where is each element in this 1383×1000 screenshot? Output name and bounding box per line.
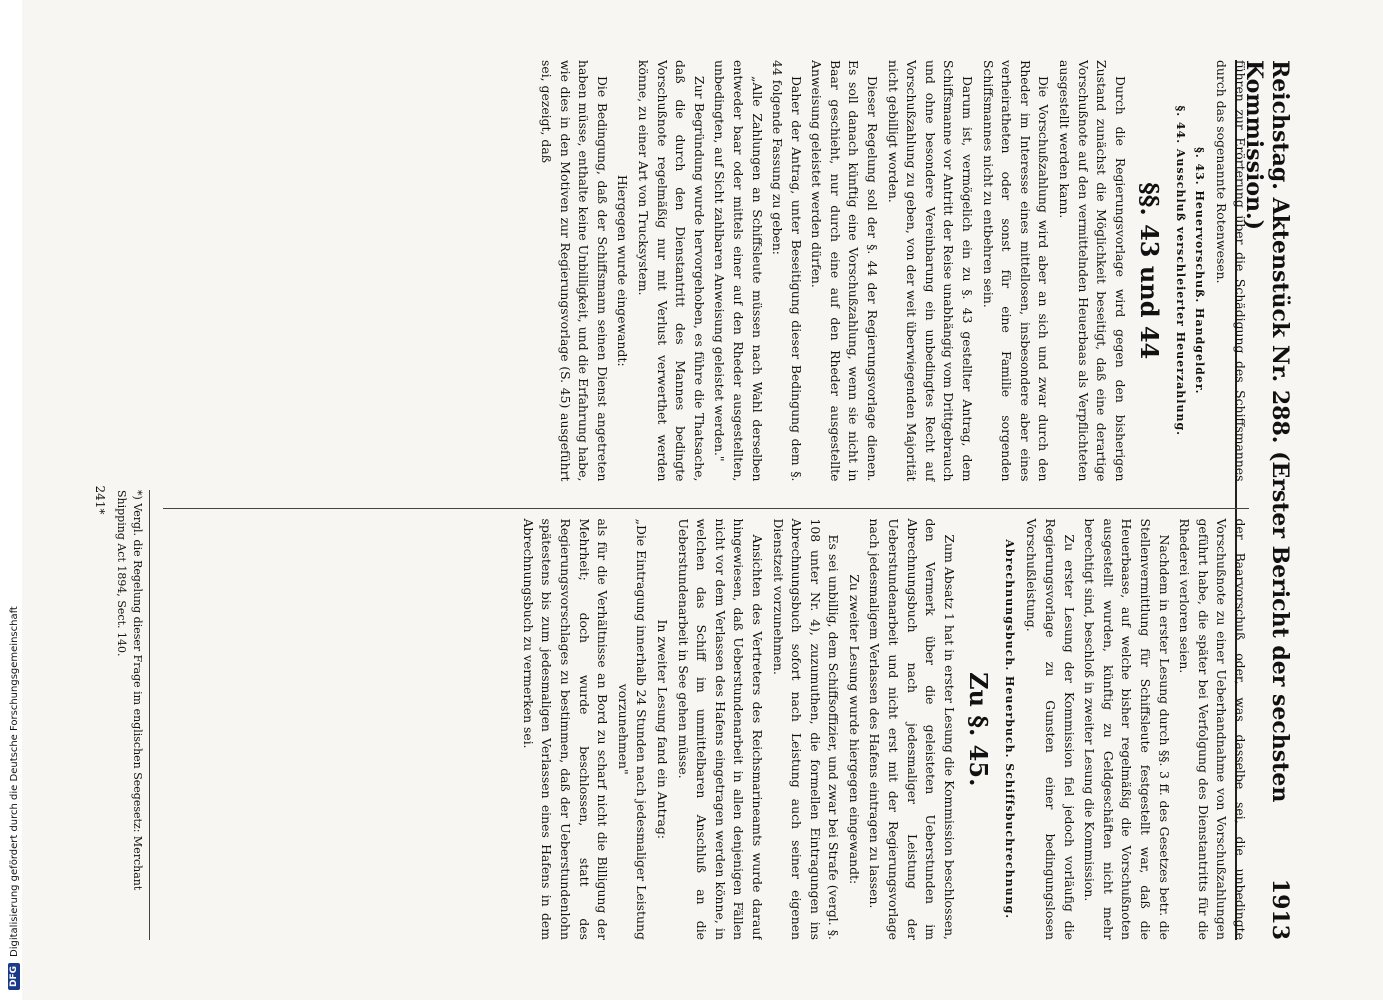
credit-label: Digitalisierung gefördert durch die Deutsche Forschungsgemeinschaft — [8, 606, 20, 957]
signature-mark: 241* — [93, 485, 107, 515]
subheading-44: §. 44. Ausschluß verschleierter Heuerzahlung. — [1173, 105, 1187, 437]
paragraph: Dieser Regelung soll der §. 44 der Regierungsvorlage dienen. Es soll danach künftig eine Vorschußzahlung, wenn sie nicht in Baar geschieht, nur durch eine auf den Rheder ausgestellte Anweisung geleistet werden dürfen. — [809, 60, 881, 482]
paragraph: Darum ist, vermögelich ein zu §. 43 gestellter Antrag, dem Schiffsmanne vor Antritt der Reise unabhängig vom Drittgebrauch und ohne besondere Vereinbarung ein unbedingtes Recht auf Vorschußzahlung zu geben, von der weit überwiegenden Majorität nicht gebilligt worden. — [885, 60, 976, 482]
text-columns — [163, 60, 1249, 940]
footnote: *) Vergl. die Regelung dieser Frage im englischen Seegesetz: Merchant Shipping Act 1894, Sect. 140. — [113, 490, 150, 940]
paragraph: In zweiter Lesung fand ein Antrag: — [654, 619, 670, 840]
quote-paragraph: „Alle Zahlungen an Schiffsleute müssen nach Wahl derselben entweder baar oder mittels einer auf den Rheder ausgestellten, unbedingten, auf Sicht zahlbaren Anweisung geleistet werden." — [712, 60, 765, 482]
quote-paragraph: „Die Eintragung innerhalb 24 Stunden nach jedesmaliger Leistung vorzunehmen" — [615, 518, 650, 940]
page-number: 1913 — [1267, 878, 1293, 940]
dfg-logo: DFG — [8, 963, 20, 990]
subheading-43: §. 43. Heuervorschuß. Handgelder. — [1192, 147, 1206, 395]
paragraph: der Baarvorschuß oder, was dasselbe sei, die unbedingte Vorschußnote zu einer Ueberhandnahme von Vorschußzahlungen geführt habe, die später bei Verfolgung des Dienstantritts für die Rhederei verloren seien. — [1177, 518, 1248, 940]
page-title: Reichstag. Aktenstück Nr. 288. (Erster Bericht der sechsten Kommission.) — [1241, 60, 1293, 803]
left-column — [163, 60, 1249, 482]
paragraph: Daher der Antrag, unter Beseitigung dieser Bedingung dem §. 44 folgende Fassung zu geben: — [770, 60, 804, 482]
paragraph: Hiergegen wurde eingewandt: — [615, 174, 631, 367]
paragraph: Zu zweiter Lesung wurde hiergegen eingewandt: — [846, 574, 862, 885]
right-column — [163, 508, 1249, 941]
section-title-43-44: §§. 43 und 44 — [1134, 182, 1164, 360]
section-title-45: Zu §. 45. — [963, 672, 993, 787]
intro-paragraph: führen zur Erörterung über die Schädigung des Schiffsmannes durch das sogenannte Rotenwesen. — [1214, 60, 1248, 482]
paragraph: als für die Verhältnisse an Bord zu scharf nicht die Billigung der Mehrheit; doch wurde beschlossen, statt des Regierungsvorschlages zu bestimmen, daß der Ueberstundenlohn spätestens bis zum jedesmaligen Verlassen eines Hafens in dem Abrechnungsbuch zu vermerken sei. — [520, 518, 611, 940]
paragraph: Nachdem in erster Lesung durch §§. 3 ff. des Gesetzes betr. die Stellenvermittlung für Schiffsleute festgestellt war, daß die Heuerbaase, auf welche bisher regelmäßig die Vorschußnoten ausgestellt wurden, künftig zu Geldgeschäften nicht mehr berechtigt sind, beschloß in zweiter Lesung die Kommission. — [1082, 518, 1172, 940]
paragraph: Zur Begründung wurde hervorgehoben, es führe die Thatsache, daß die durch den Dienstantritt des Mannes bedingte Vorschußnote regelmäßig nur mit Verlust verwerthet werden könne, zu einer Art von Trucksystem. — [635, 60, 707, 482]
paragraph: Durch die Regierungsvorlage wird gegen den bisherigen Zustand zunächst die Möglichkeit beseitigt, daß eine derartige Vorschußnote auf den vermittelnden Heuerbaas als Verpflichteten ausgestellt werden kann. — [1057, 60, 1128, 482]
paragraph: Ansichten des Vertreters des Reichsmarineamts wurde darauf hingewiesen, daß Ueberstundenarbeit in allen denjenigen Fällen nicht vor dem Verlassen des Hafens eingetragen werden könne, in welchen das Schiff im unmittelbaren Anschluß an die Ueberstundenarbeit in See gehen müsse. — [675, 518, 765, 940]
paragraph: Zu erster Lesung der Kommission fiel jedoch vorläufig die Regierungsvorlage zu Gunsten einer bedingungslosen Vorschußleistung. — [1024, 518, 1077, 940]
paragraph: Die Vorschußzahlung wird aber an sich und zwar durch den Rheder im Interesse eines mittellosen, insbesondere aber eines verheiratheten oder sonst für eine Familie sorgenden Schiffsmannes nicht zu entbehren sein. — [980, 60, 1052, 482]
paragraph: Die Bedingung, daß der Schiffsmann seinen Dienst angetreten haben müsse, enthalte keine Unbilligkeit, und die Erfahrung habe, wie dies in den Motiven zur Regierungsvorlage (S. 45) ausgeführt sei, gezeigt, daß — [539, 60, 610, 482]
subheading-45: Abrechnungsbuch. Heuerbuch. Schiffsbuchrechnung. — [1002, 539, 1016, 920]
paragraph: Es sei unbillig, dem Schiffsoffizier, und zwar bei Strafe (vergl. §. 108 unter Nr. 4), zuzumuthen, die formellen Eintragungen ins Abrechnungsbuch sofort nach Leistung auch seiner eigenen Dienstzeit vorzunehmen. — [770, 518, 842, 940]
page-body — [93, 60, 1293, 940]
paragraph: Zum Absatz 1 hat in erster Lesung die Kommission beschlossen, den Vermerk über die geleisteten Ueberstunden im Abrechnungsbuch nach jedesmaliger Leistung der Ueberstundenarbeit und nicht erst mit der Regierungsvorlage nach jedesmaligem Verlassen des Hafens eintragen zu lassen. — [867, 518, 957, 940]
